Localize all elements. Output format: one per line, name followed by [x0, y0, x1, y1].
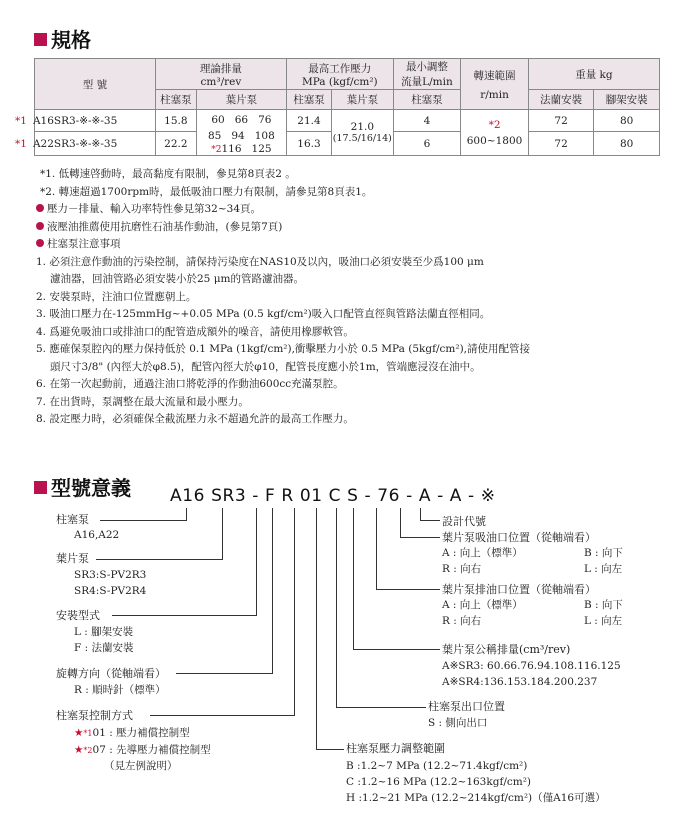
value-mount-2: F : 法蘭安裝 — [74, 642, 134, 654]
label-mount: 安裝型式 — [56, 609, 100, 622]
label-outlet: 柱塞泵出口位置 — [428, 700, 505, 713]
value-vane-2: SR4:S-PV2R4 — [74, 585, 147, 597]
label-control: 柱塞泵控制方式 — [56, 709, 133, 722]
value-mount-1: L : 腳架安裝 — [74, 626, 134, 638]
label-pressure-range: 柱塞泵壓力調整範圍 — [346, 742, 445, 755]
value-displacement-2: A※SR4:136.153.184.200.237 — [442, 676, 598, 688]
bullet-icon — [36, 239, 44, 247]
label-rotation: 旋轉方向（從軸端看） — [56, 667, 166, 680]
value-suction-r: R : 向右 — [442, 563, 482, 575]
note-star-2: *2. 轉速超過1700rpm時，最低吸油口壓力有限制，請參見第8頁表1。 — [40, 185, 373, 198]
value-vane-1: SR3:S-PV2R3 — [74, 569, 147, 581]
bullet-icon — [36, 222, 44, 230]
hdr-min-flow: 最小調整 流量L/min — [393, 59, 461, 90]
hdr-speed: 轉速範圍 r/min — [461, 59, 529, 110]
model-code: A16 SR3 - F R 01 C S - 76 - A - A - ※ — [170, 486, 496, 506]
hdr-piston-p: 柱塞泵 — [286, 90, 331, 110]
value-piston: A16,A22 — [74, 529, 120, 541]
note-item-1: 1. 必須注意作動油的污染控制，請保持污染度在NAS10及以內，吸油口必須安裝至少爲100 μm — [36, 255, 484, 268]
note-bullet: 壓力－排量、輸入功率特性參見第32~34頁。 — [36, 201, 530, 219]
vane-pressure: 21.0 (17.5/16/14) — [332, 110, 394, 156]
section-square-icon — [34, 33, 47, 46]
note-item-5-cont: 頭尺寸3/8" (內徑大於φ8.5)，配管內徑大於φ10，配管長度應小於1m，管端應浸沒在油中。 — [50, 360, 481, 373]
spec-section-title: 規格 — [34, 28, 91, 52]
hdr-vane-p: 葉片泵 — [332, 90, 394, 110]
value-control-1: ★$^{*1}$01 : 壓力補償控制型 — [74, 727, 190, 739]
note-item-5: 5. 應確保泵腔內的壓力保持低於 0.1 MPa (1kgf/cm²),衝擊壓力小於 0.5 MPa (5kgf/cm²),請使用配管接 — [36, 343, 531, 355]
note-star-1: *1. 低轉速啓動時，最高黏度有限制，參見第8頁表2 。 — [40, 168, 296, 180]
hdr-piston-min: 柱塞泵 — [393, 90, 461, 110]
label-displacement: 葉片泵公稱排量(cm³/rev) — [442, 643, 571, 656]
value-suction-l: L : 向左 — [584, 563, 623, 575]
hdr-flange: 法蘭安裝 — [528, 90, 594, 110]
value-outlet: S : 側向出口 — [428, 717, 488, 729]
value-discharge-l: L : 向左 — [584, 615, 623, 627]
star-icon: ★ — [74, 727, 84, 739]
table-row: *1 A22SR3-※-※-35 22.2 16.3 6 72 80 — [35, 132, 660, 143]
value-pressure-h: H :1.2~21 MPa (12.2~214kgf/cm²)（僅A16可選） — [346, 792, 606, 804]
notes-block — [36, 166, 530, 429]
note-bullet: 柱塞泵注意事項 — [36, 236, 530, 254]
label-piston: 柱塞泵 — [56, 513, 89, 526]
speed-range: *2 600~1800 — [461, 110, 529, 156]
value-control-3: （見左例說明） — [104, 760, 178, 772]
label-vane: 葉片泵 — [56, 552, 89, 565]
note-item-2: 2. 安裝泵時，注油口位置應朝上。 — [36, 290, 197, 303]
value-pressure-c: C :1.2~16 MPa (12.2~163kgf/cm²) — [346, 776, 532, 788]
hdr-weight: 重量 kg — [528, 59, 659, 90]
value-rotation: R : 順時針（標準） — [74, 684, 166, 696]
hdr-piston: 柱塞泵 — [155, 90, 196, 110]
star-icon: ★ — [74, 744, 84, 756]
value-suction-a: A : 向上（標準） — [442, 547, 523, 559]
hdr-max-pressure: 最高工作壓力 MPa (kgf/cm²) — [286, 59, 393, 90]
hdr-foot: 腳架安裝 — [594, 90, 660, 110]
table-row: *1 A16SR3-※-※-35 15.8 60 66 76 21.4 21.0 (17.5/16/14) 4 *2 600~1800 72 80 — [35, 110, 660, 130]
note-item-6: 6. 在第一次起動前，通過注油口將乾淨的作動油600cc充滿泵腔。 — [36, 378, 344, 390]
value-control-2: ★$^{*2}$07 : 先導壓力補償控制型 — [74, 744, 211, 756]
note-item-8: 8. 設定壓力時，必須確保全截流壓力永不超過允許的最高工作壓力。 — [36, 413, 354, 425]
note-bullet: 液壓油推薦使用抗磨性石油基作動油，(參見第7頁) — [36, 219, 530, 237]
value-discharge-b: B : 向下 — [584, 599, 623, 611]
hdr-theory: 理論排量 cm³/rev — [155, 59, 286, 90]
value-discharge-r: R : 向右 — [442, 615, 482, 627]
section-square-icon — [34, 481, 47, 494]
label-discharge: 葉片泵排油口位置（從軸端看） — [442, 583, 596, 596]
value-suction-b: B : 向下 — [584, 547, 623, 559]
note-item-4: 4. 爲避免吸油口或排油口的配管造成額外的噪音，請使用橡膠軟管。 — [36, 325, 354, 338]
note-item-7: 7. 在出貨時，泵調整在最大流量和最小壓力。 — [36, 395, 249, 408]
label-suction: 葉片泵吸油口位置（從軸端看） — [442, 531, 596, 544]
bullet-icon — [36, 204, 44, 212]
spec-table: 型 號 理論排量 cm³/rev 最高工作壓力 MPa (kgf/cm²) 最小調整 流量L/min 轉速範圍 r/min 重量 kg 柱塞泵 葉片泵 柱塞泵 葉片泵 柱塞泵 法蘭安裝 腳架安裝 *1 A16SR3-※-※-35 15.8 60 66 76 21.4 21.0 (17.5/16/14) 4 *2 600~1800 72 80 85 94 108 *1 A22SR3-※-※-35 22.2 16.3 6 72 80 *2116 125 — [34, 58, 660, 156]
value-pressure-b: B :1.2~7 MPa (12.2~71.4kgf/cm²) — [346, 760, 528, 772]
hdr-model: 型 號 — [35, 59, 156, 110]
note-item-3: 3. 吸油口壓力在-125mmHg~+0.05 MPa (0.5 kgf/cm²)吸入口配管直徑與管路法蘭直徑相同。 — [36, 308, 491, 320]
code-section-title: 型號意義 — [34, 476, 131, 500]
hdr-vane: 葉片泵 — [196, 90, 286, 110]
value-displacement-1: A※SR3: 60.66.76.94.108.116.125 — [442, 660, 621, 672]
label-design: 設計代號 — [442, 515, 486, 528]
value-discharge-a: A : 向上（標準） — [442, 599, 523, 611]
note-item-1-cont: 濾油器，回油管路必須安裝小於25 μm的管路濾油器。 — [50, 273, 304, 285]
